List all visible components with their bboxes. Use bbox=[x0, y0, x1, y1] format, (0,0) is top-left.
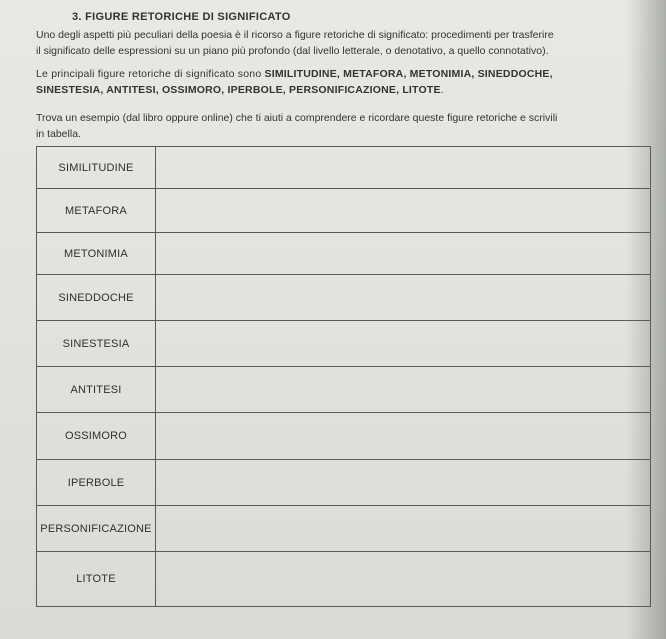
intro-line-2: il significato delle espressioni su un piano più profondo (dal livello letterale, o denotativo, a quello connotativo). bbox=[36, 44, 549, 57]
table-row bbox=[37, 552, 651, 607]
table-row bbox=[37, 506, 651, 552]
table-row bbox=[37, 413, 651, 460]
table-row bbox=[37, 460, 651, 506]
answer-cell[interactable] bbox=[156, 321, 651, 367]
answer-cell[interactable] bbox=[156, 147, 651, 189]
answer-cell[interactable] bbox=[156, 413, 651, 460]
figures-list-part-1: SIMILITUDINE, METAFORA, METONIMIA, SINEDDOCHE, bbox=[264, 68, 553, 80]
table-row bbox=[37, 233, 651, 275]
intro-paragraph bbox=[36, 28, 636, 59]
table-row bbox=[37, 275, 651, 321]
figures-lead-text: Le principali figure retoriche di significato sono bbox=[36, 68, 262, 80]
figures-list-end: . bbox=[440, 83, 444, 96]
answer-cell[interactable] bbox=[156, 275, 651, 321]
answer-cell[interactable] bbox=[156, 506, 651, 552]
table-row bbox=[37, 147, 651, 189]
task-line-1: Trova un esempio (dal libro oppure online) che ti aiuti a comprendere e ricordare queste figure retoriche e scrivili bbox=[36, 112, 558, 124]
figures-list-part-2: SINESTESIA, ANTITESI, OSSIMORO, IPERBOLE, PERSONIFICAZIONE, LITOTE bbox=[36, 83, 441, 96]
answer-cell[interactable] bbox=[156, 233, 651, 275]
row-label: ANTITESI bbox=[37, 367, 156, 413]
figures-list-paragraph bbox=[36, 67, 636, 98]
row-label: SIMILITUDINE bbox=[37, 147, 156, 189]
answer-cell[interactable] bbox=[156, 189, 651, 233]
row-label: METONIMIA bbox=[37, 233, 156, 275]
table-row bbox=[37, 321, 651, 367]
table-row bbox=[37, 189, 651, 233]
figures-list-line-2 bbox=[36, 83, 636, 99]
row-label: LITOTE bbox=[37, 552, 156, 607]
intro-line-1: Uno degli aspetti più peculiari della poesia è il ricorso a figure retoriche di significato: procedimenti per trasferire bbox=[36, 29, 554, 41]
task-line-2: in tabella. bbox=[36, 127, 81, 140]
row-label: SINESTESIA bbox=[37, 321, 156, 367]
answer-cell[interactable] bbox=[156, 552, 651, 607]
answer-cell[interactable] bbox=[156, 460, 651, 506]
answer-cell[interactable] bbox=[156, 367, 651, 413]
figures-table bbox=[36, 146, 651, 607]
row-label: OSSIMORO bbox=[37, 413, 156, 460]
task-paragraph bbox=[36, 111, 636, 142]
row-label: SINEDDOCHE bbox=[37, 275, 156, 321]
exercise-title: 3. FIGURE RETORICHE DI SIGNIFICATO bbox=[72, 11, 291, 23]
row-label: IPERBOLE bbox=[37, 460, 156, 506]
figures-list-line-1 bbox=[36, 67, 636, 83]
row-label: METAFORA bbox=[37, 189, 156, 233]
row-label: PERSONIFICAZIONE bbox=[37, 506, 156, 552]
table-row bbox=[37, 367, 651, 413]
